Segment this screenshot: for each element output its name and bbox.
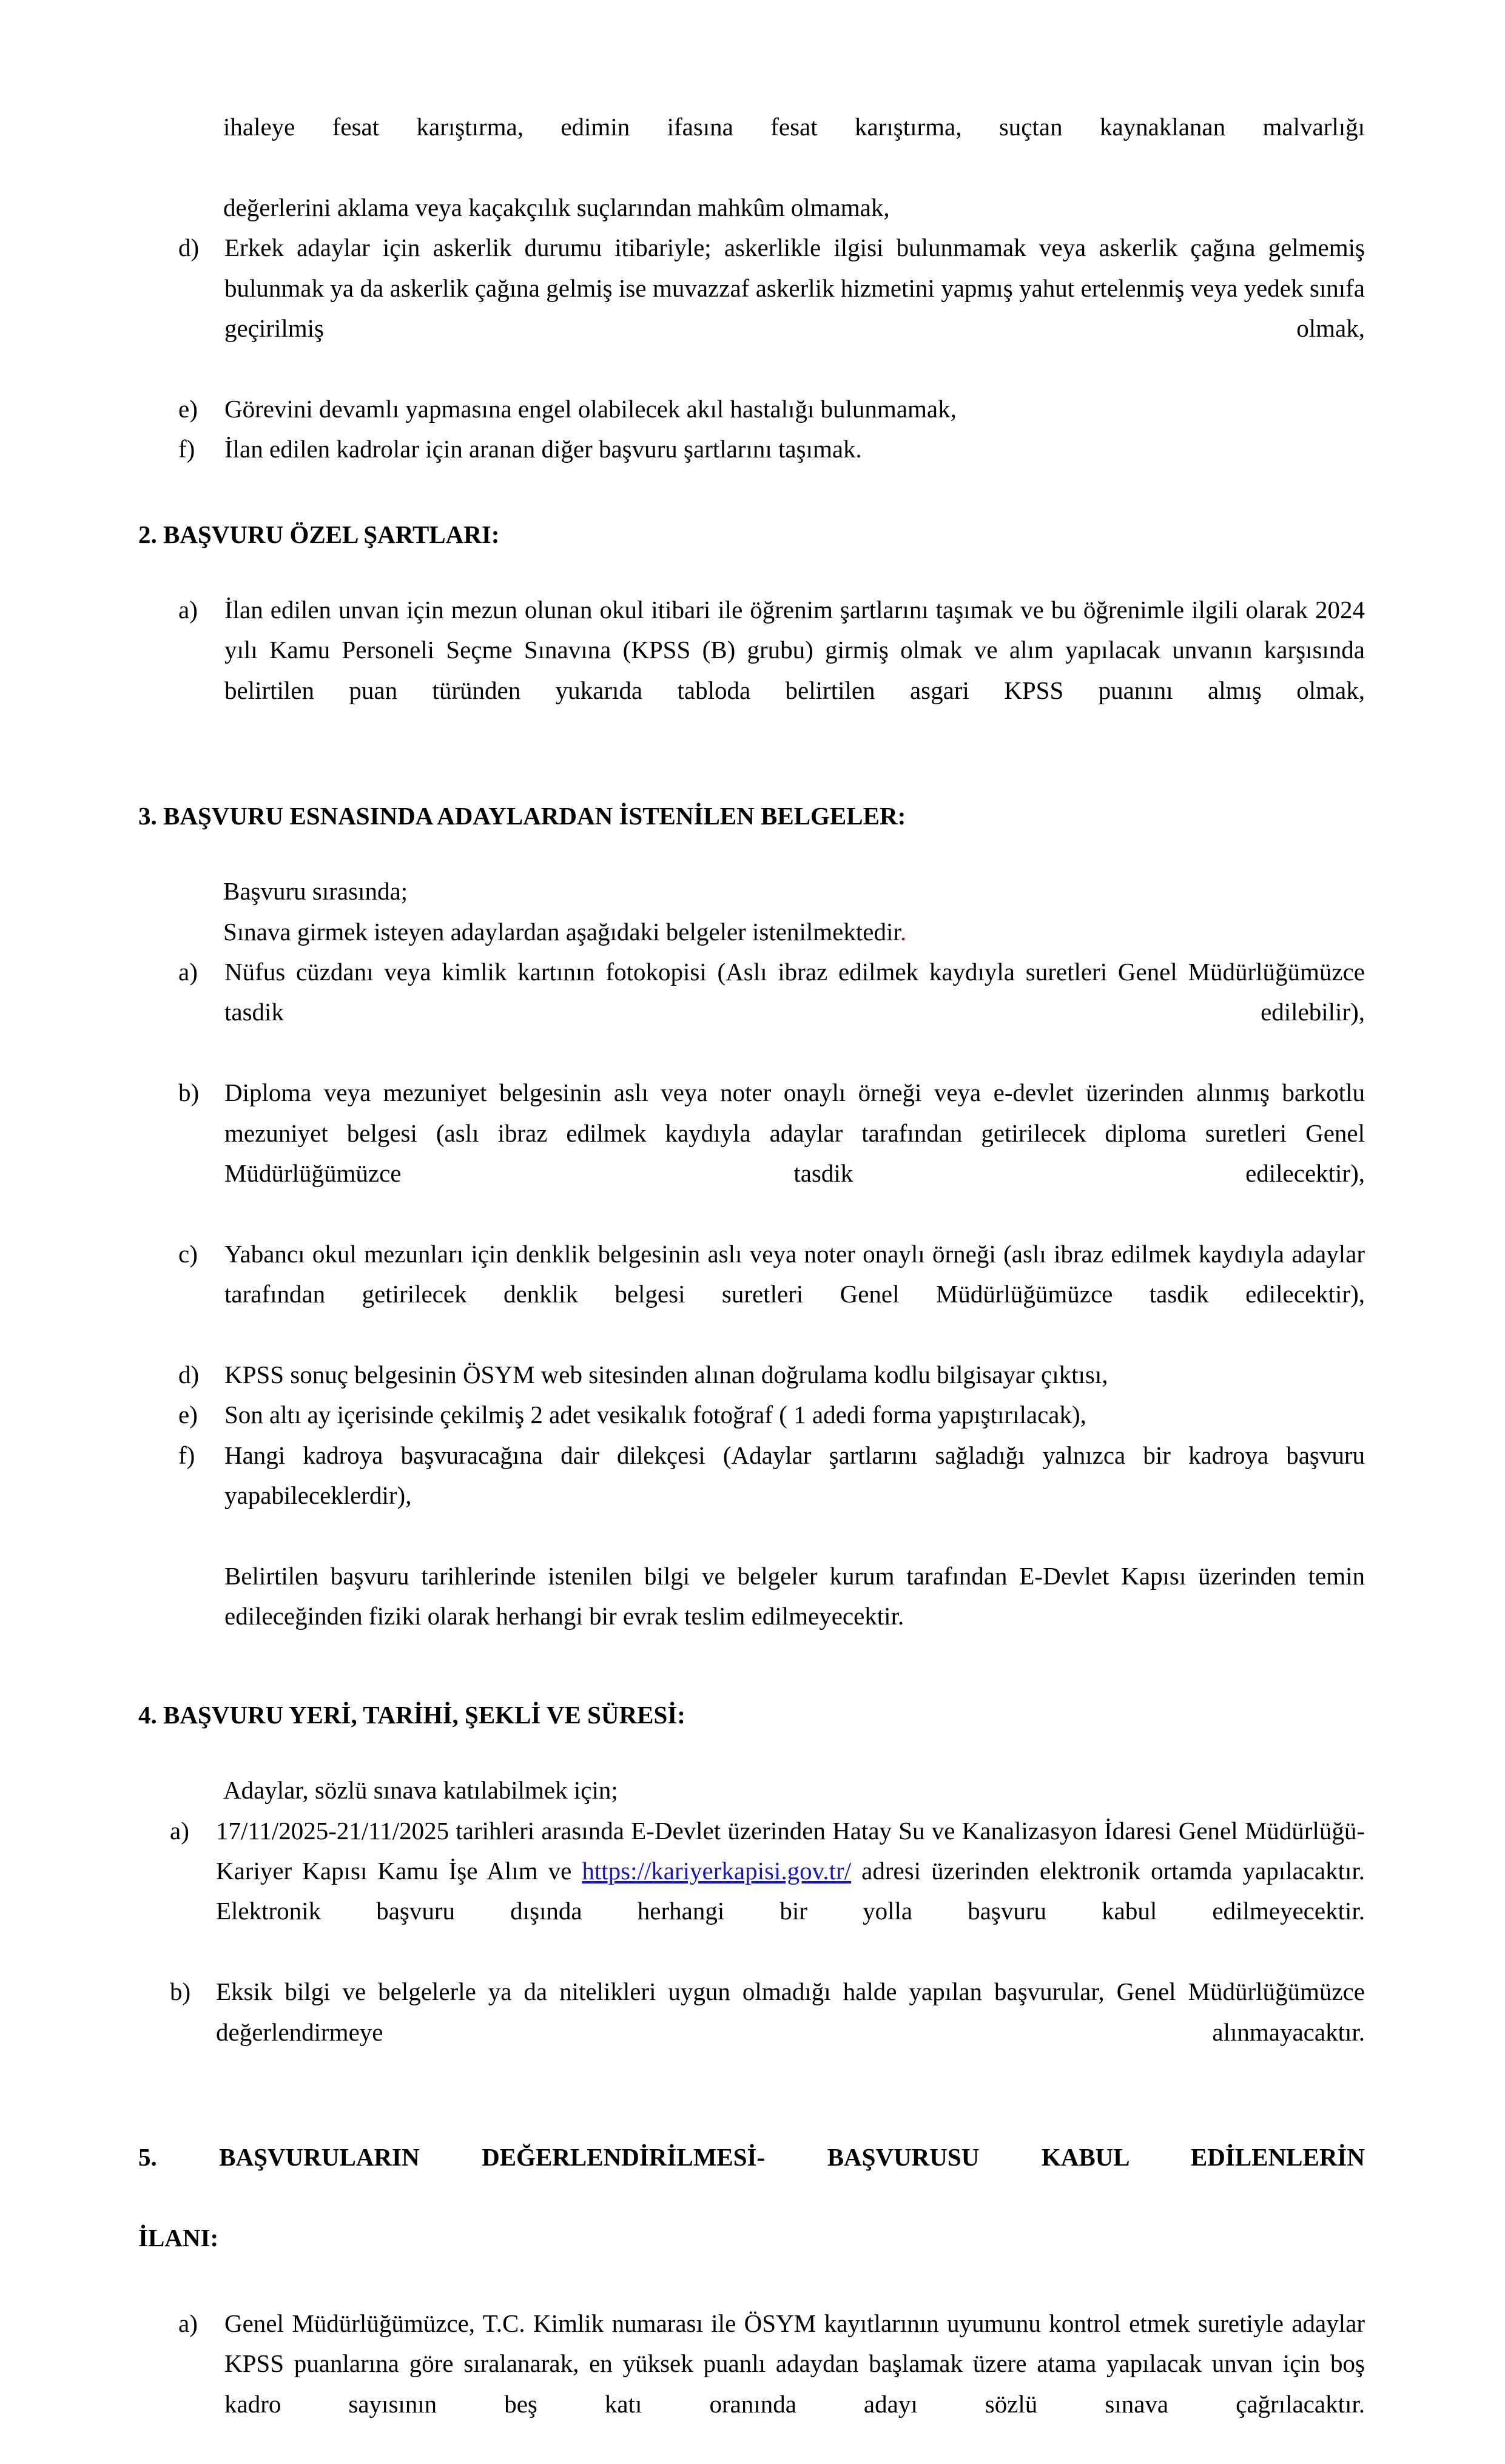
- list-item-text: Görevini devamlı yapmasına engel olabilecek akıl hastalığı bulunmamak,: [224, 394, 957, 423]
- section-5-heading-line-2: İLANI:: [138, 2224, 219, 2252]
- kariyerkapisi-link[interactable]: https://kariyerkapisi.gov.tr/: [582, 1857, 852, 1885]
- list-marker: c): [178, 1239, 198, 1268]
- continued-paragraph-line-2: değerlerini aklama veya kaçakçılık suçlarından mahkûm olmamak,: [223, 193, 890, 221]
- text-before-link: 17/11/2025-21/11/2025 tarihleri arasında E-Devlet üzerinden Hatay Su ve Kanalizasyon İdaresi Genel Müdürlüğü-Kariyer Kapısı Kamu İşe Alım ve: [216, 1816, 1365, 1885]
- list-item: [178, 952, 1365, 1072]
- list-marker: e): [178, 394, 198, 423]
- section-4-list: [170, 1811, 1365, 2093]
- list-item: [178, 1395, 1365, 1435]
- list-marker: f): [178, 1441, 195, 1469]
- list-item: [178, 1355, 1365, 1395]
- list-item-text: Eksik bilgi ve belgelerle ya da nitelikleri uygun olmadığı halde yapılan başvurular, Genel Müdürlüğümüzce değerlendirmeye alınmayacaktır.: [216, 1978, 1365, 2046]
- list-item-text: KPSS sonuç belgesinin ÖSYM web sitesinden alınan doğrulama kodlu bilgisayar çıktısı,: [224, 1360, 1108, 1389]
- list-item-text: Son altı ay içerisinde çekilmiş 2 adet vesikalık fotoğraf ( 1 adedi forma yapıştırılacak),: [224, 1401, 1086, 1429]
- list-marker: a): [170, 1816, 189, 1845]
- list-item-text: İlan edilen unvan için mezun olunan okul itibari ile öğrenim şartlarını taşımak ve bu öğrenimle ilgili olarak 2024 yılı Kamu Personeli Seçme Sınavına (KPSS (B) grubu) girmiş olmak ve alım yapılacak unvanın karşısında belirtilen puan türünden yukarıda tabloda belirtilen asgari KPSS puanını almış olmak,: [224, 596, 1365, 704]
- list-item: [178, 2303, 1365, 2464]
- section-5-heading-line-1: 5. BAŞVURULARIN DEĞERLENDİRİLMESİ- BAŞVURUSU KABUL EDİLENLERİN: [138, 2143, 1365, 2172]
- section-2-list: [178, 590, 1365, 751]
- continued-paragraph-line-1: ihaleye fesat karıştırma, edimin ifasına fesat karıştırma, suçtan kaynaklanan malvarlığı: [223, 113, 1365, 141]
- list-item: [170, 1971, 1365, 2092]
- list-marker: a): [178, 2309, 198, 2337]
- section-5-list: [178, 2303, 1365, 2464]
- list-marker: f): [178, 435, 195, 463]
- list-item-text: Hangi kadroya başvuracağına dair dilekçesi (Adaylar şartlarını sağladığı yalnızca bir kadroya başvuru yapabileceklerdir),: [224, 1441, 1365, 1510]
- list-item: [178, 1072, 1365, 1234]
- text-after-link: adresi üzerinden elektronik ortamda yapılacaktır. Elektronik başvuru dışında herhangi bir yolla başvuru kabul edilmeyecektir.: [216, 1857, 1365, 1925]
- list-item: [178, 1234, 1365, 1355]
- section-2-heading: 2. BAŞVURU ÖZEL ŞARTLARI:: [138, 520, 500, 548]
- section-4-heading: 4. BAŞVURU YERİ, TARİHİ, ŞEKLİ VE SÜRESİ:: [138, 1700, 685, 1729]
- section-3-heading: 3. BAŞVURU ESNASINDA ADAYLARDAN İSTENİLEN BELGELER:: [138, 801, 906, 830]
- list-item-text: Erkek adaylar için askerlik durumu itibariyle; askerlikle ilgisi bulunmamak veya askerlik çağına gelmemiş bulunmak ya da askerlik çağına gelmiş ise muvazzaf askerlik hizmetini yapmış yahut ertelenmiş veya yedek sınıfa geçirilmiş olmak,: [224, 234, 1365, 343]
- list-item-text: İlan edilen kadrolar için aranan diğer başvuru şartlarını taşımak.: [224, 435, 862, 463]
- list-item-text: Genel Müdürlüğümüzce, T.C. Kimlik numarası ile ÖSYM kayıtlarının uyumunu kontrol etmek suretiyle adaylar KPSS puanlarına göre sıralanarak, en yüksek puanlı adaydan başlamak üzere atama yapılacak unvan için boş kadro sayısının beş katı oranında adayı sözlü sınava çağrılacaktır.: [224, 2309, 1365, 2418]
- section-4-intro: Adaylar, sözlü sınava katılabilmek için;: [223, 1776, 618, 1805]
- list-marker: b): [170, 1978, 191, 2006]
- section-3-closing-paragraph: Belirtilen başvuru tarihlerinde istenilen bilgi ve belgeler kurum tarafından E-Devlet Kapısı üzerinden temin edileceğinden fiziki olarak herhangi bir evrak teslim edilmeyecektir.: [224, 1562, 1365, 1631]
- list-marker: e): [178, 1401, 198, 1429]
- section-3-intro-line-1: Başvuru sırasında;: [223, 877, 408, 906]
- general-conditions-list: [178, 227, 1365, 469]
- list-item: [170, 1811, 1365, 1972]
- list-item-text: Nüfus cüzdanı veya kimlik kartının fotokopisi (Aslı ibraz edilmek kaydıyla suretleri Genel Müdürlüğümüzce tasdik edilebilir),: [224, 957, 1365, 1026]
- list-item: [178, 429, 1365, 469]
- list-marker: a): [178, 596, 198, 624]
- continued-paragraph: [223, 107, 1365, 227]
- list-item: [178, 590, 1365, 751]
- list-item-text: Diploma veya mezuniyet belgesinin aslı veya noter onaylı örneği veya e-devlet üzerinden alınmış barkotlu mezuniyet belgesi (aslı ibraz edilmek kaydıyla adaylar tarafından getirilecek diploma suretleri Genel Müdürlüğümüzce tasdik edilecektir),: [224, 1079, 1365, 1187]
- page-content: [138, 107, 1365, 2464]
- list-marker: a): [178, 957, 198, 986]
- list-item: [178, 389, 1365, 429]
- list-item-text: [216, 1811, 1365, 1972]
- section-3-intro-line-2: [223, 912, 1365, 952]
- list-item-text: Yabancı okul mezunları için denklik belgesinin aslı veya noter onaylı örneği (aslı ibraz edilmek kaydıyla adaylar tarafından getirilecek denklik belgesi suretleri Genel Müdürlüğümüzce tasdik edilecektir),: [224, 1239, 1365, 1308]
- list-marker: d): [178, 234, 200, 262]
- section-3-list: [178, 952, 1365, 1556]
- red-period: .: [900, 917, 906, 946]
- list-marker: b): [178, 1079, 200, 1107]
- list-item: [178, 1435, 1365, 1556]
- section-3-intro-line-2-text: Sınava girmek isteyen adaylardan aşağıdaki belgeler istenilmektedir: [223, 917, 900, 946]
- list-marker: d): [178, 1360, 200, 1389]
- list-item: [178, 227, 1365, 389]
